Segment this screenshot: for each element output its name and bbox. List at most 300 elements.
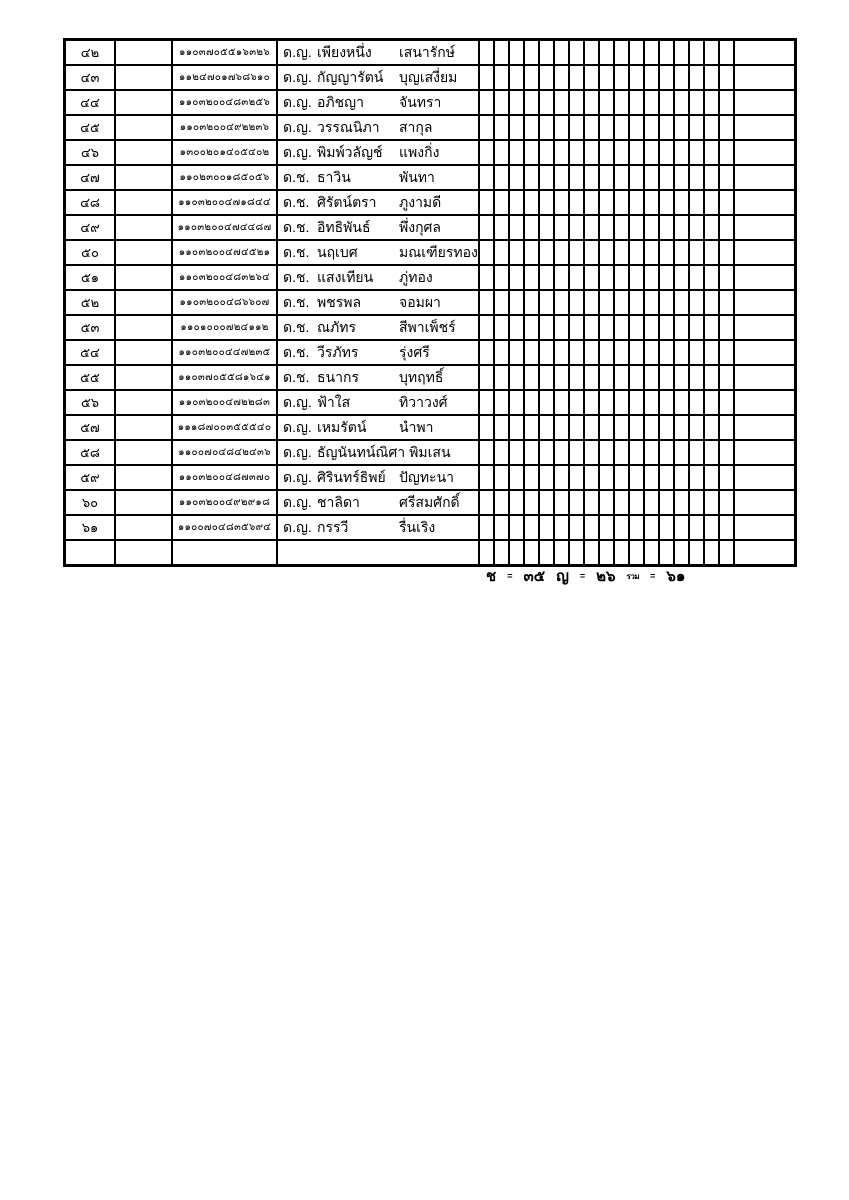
student-id-cell: ๑๑๐๓๒๐๐๔๗๒๒๘๓	[172, 390, 277, 415]
mark-cell	[584, 290, 599, 315]
mark-cell	[674, 315, 689, 340]
first-name: พิมพ์วลัญช์	[317, 143, 383, 160]
mark-cell	[524, 265, 539, 290]
row-number-cell: ๔๗	[65, 165, 116, 190]
mark-cell	[704, 415, 719, 440]
name-prefix: ด.ญ.	[283, 143, 312, 160]
total-label: รวม	[626, 571, 640, 581]
student-id-cell: ๑๑๐๓๒๐๐๔๘๗๓๗๐	[172, 465, 277, 490]
mark-cell	[629, 540, 644, 566]
blank-cell	[115, 490, 172, 515]
mark-cell	[479, 390, 494, 415]
end-cell	[734, 340, 796, 365]
mark-cell	[614, 165, 629, 190]
last-name: จันทรา	[399, 93, 442, 110]
blank-cell	[115, 290, 172, 315]
mark-cell	[494, 440, 509, 465]
table-row	[65, 490, 796, 515]
end-cell	[734, 65, 796, 90]
mark-cell	[584, 365, 599, 390]
mark-cell	[599, 140, 614, 165]
row-number-cell: ๖๐	[65, 490, 116, 515]
mark-cell	[629, 465, 644, 490]
mark-cell	[479, 515, 494, 540]
mark-cell	[614, 440, 629, 465]
mark-cell	[719, 465, 734, 490]
mark-cell	[599, 290, 614, 315]
mark-cell	[629, 340, 644, 365]
mark-cell	[479, 90, 494, 115]
mark-cell	[584, 65, 599, 90]
mark-cell	[719, 440, 734, 465]
name-cell	[277, 240, 479, 265]
mark-cell	[704, 490, 719, 515]
mark-cell	[554, 240, 569, 265]
mark-cell	[509, 415, 524, 440]
mark-cell	[509, 365, 524, 390]
mark-cell	[629, 90, 644, 115]
mark-cell	[689, 90, 704, 115]
name-cell	[277, 415, 479, 440]
row-number-cell: ๔๒	[65, 40, 116, 66]
end-cell	[734, 90, 796, 115]
mark-cell	[509, 440, 524, 465]
mark-cell	[614, 390, 629, 415]
blank-cell	[115, 315, 172, 340]
mark-cell	[494, 240, 509, 265]
mark-cell	[599, 90, 614, 115]
student-id-cell: ๑๑๒๔๗๐๑๗๖๘๖๑๐	[172, 65, 277, 90]
table-row	[65, 290, 796, 315]
mark-cell	[494, 540, 509, 566]
mark-cell	[659, 365, 674, 390]
mark-cell	[659, 90, 674, 115]
mark-cell	[554, 390, 569, 415]
mark-cell	[599, 190, 614, 215]
mark-cell	[554, 40, 569, 66]
name-wrap	[278, 292, 478, 314]
mark-cell	[584, 90, 599, 115]
mark-cell	[494, 165, 509, 190]
mark-cell	[509, 65, 524, 90]
mark-cell	[689, 515, 704, 540]
mark-cell	[539, 540, 554, 566]
mark-cell	[674, 65, 689, 90]
girls-count: ๒๖	[596, 568, 616, 585]
name-cell	[277, 140, 479, 165]
end-cell	[734, 315, 796, 340]
name-wrap	[278, 217, 478, 239]
student-roster-table	[63, 38, 797, 567]
mark-cell	[539, 315, 554, 340]
mark-cell	[689, 115, 704, 140]
mark-cell	[479, 190, 494, 215]
mark-cell	[494, 290, 509, 315]
mark-cell	[509, 490, 524, 515]
mark-cell	[584, 190, 599, 215]
row-number-cell: ๕๒	[65, 290, 116, 315]
row-number-cell: ๕๗	[65, 415, 116, 440]
mark-cell	[479, 365, 494, 390]
student-table-body	[65, 40, 796, 566]
blank-cell	[115, 65, 172, 90]
blank-cell	[115, 415, 172, 440]
mark-cell	[539, 265, 554, 290]
mark-cell	[524, 215, 539, 240]
mark-cell	[584, 40, 599, 66]
last-name: บุญเสงี่ยม	[399, 68, 458, 85]
mark-cell	[674, 415, 689, 440]
mark-cell	[659, 240, 674, 265]
mark-cell	[509, 190, 524, 215]
mark-cell	[719, 415, 734, 440]
table-row	[65, 165, 796, 190]
row-number-cell: ๕๑	[65, 265, 116, 290]
mark-cell	[719, 240, 734, 265]
name-prefix: ด.ญ.	[283, 68, 312, 85]
blank-cell	[115, 40, 172, 66]
mark-cell	[644, 415, 659, 440]
mark-cell	[659, 265, 674, 290]
first-name: เพียงหนึ่ง	[317, 43, 372, 60]
table-row	[65, 315, 796, 340]
end-cell	[734, 290, 796, 315]
mark-cell	[569, 40, 584, 66]
mark-cell	[614, 140, 629, 165]
mark-cell	[479, 315, 494, 340]
summary-line	[486, 565, 685, 587]
mark-cell	[659, 40, 674, 66]
mark-cell	[599, 165, 614, 190]
first-name: วรรณนิภา	[317, 118, 380, 135]
mark-cell	[614, 240, 629, 265]
name-prefix: ด.ญ.	[283, 43, 312, 60]
mark-cell	[674, 90, 689, 115]
mark-cell	[584, 540, 599, 566]
mark-cell	[719, 65, 734, 90]
mark-cell	[479, 65, 494, 90]
row-number-cell: ๕๔	[65, 340, 116, 365]
mark-cell	[689, 140, 704, 165]
mark-cell	[524, 490, 539, 515]
last-name: ศรีสมศักดิ์	[399, 493, 460, 510]
mark-cell	[554, 540, 569, 566]
mark-cell	[629, 240, 644, 265]
mark-cell	[494, 365, 509, 390]
first-name: กัญญารัตน์	[317, 68, 384, 85]
mark-cell	[704, 365, 719, 390]
mark-cell	[689, 415, 704, 440]
mark-cell	[629, 265, 644, 290]
mark-cell	[614, 515, 629, 540]
mark-cell	[704, 515, 719, 540]
mark-cell	[599, 465, 614, 490]
mark-cell	[704, 465, 719, 490]
table-row	[65, 365, 796, 390]
name-wrap	[278, 42, 478, 64]
first-name: ธาวิน	[317, 168, 351, 185]
mark-cell	[569, 265, 584, 290]
mark-cell	[554, 490, 569, 515]
end-cell	[734, 115, 796, 140]
first-name: กรรวี	[317, 518, 349, 535]
student-id-cell: ๑๑๐๓๒๐๐๔๙๒๒๓๖	[172, 115, 277, 140]
table-row	[65, 465, 796, 490]
table-row	[65, 90, 796, 115]
name-wrap	[278, 492, 478, 514]
mark-cell	[704, 215, 719, 240]
end-cell	[734, 515, 796, 540]
name-cell	[277, 90, 479, 115]
mark-cell	[689, 290, 704, 315]
name-cell	[277, 465, 479, 490]
first-name: ณภัทร	[317, 318, 356, 335]
mark-cell	[584, 415, 599, 440]
row-number-cell: ๔๙	[65, 215, 116, 240]
mark-cell	[494, 415, 509, 440]
mark-cell	[569, 140, 584, 165]
mark-cell	[524, 90, 539, 115]
mark-cell	[614, 40, 629, 66]
mark-cell	[659, 465, 674, 490]
first-name: ศิรัตน์ตรา	[317, 193, 377, 210]
student-id-cell: ๑๑๐๑๐๐๐๗๒๔๑๑๒	[172, 315, 277, 340]
mark-cell	[554, 315, 569, 340]
mark-cell	[704, 340, 719, 365]
mark-cell	[479, 490, 494, 515]
mark-cell	[599, 415, 614, 440]
name-prefix: ด.ช.	[283, 193, 310, 210]
end-cell	[734, 215, 796, 240]
mark-cell	[629, 40, 644, 66]
mark-cell	[554, 515, 569, 540]
name-wrap	[278, 267, 478, 289]
mark-cell	[524, 415, 539, 440]
name-prefix: ด.ช.	[283, 343, 310, 360]
mark-cell	[629, 290, 644, 315]
mark-cell	[719, 265, 734, 290]
mark-cell	[569, 315, 584, 340]
mark-cell	[644, 440, 659, 465]
table-row	[65, 215, 796, 240]
mark-cell	[659, 390, 674, 415]
mark-cell	[569, 540, 584, 566]
name-prefix: ด.ช.	[283, 293, 310, 310]
mark-cell	[659, 415, 674, 440]
mark-cell	[509, 515, 524, 540]
blank-cell	[115, 515, 172, 540]
equals-sign: =	[507, 571, 513, 581]
last-name: สีพาเพ็ชร์	[399, 318, 456, 335]
last-name: นำพา	[399, 418, 434, 435]
mark-cell	[554, 265, 569, 290]
mark-cell	[569, 365, 584, 390]
table-row	[65, 65, 796, 90]
end-cell	[734, 240, 796, 265]
name-cell	[277, 265, 479, 290]
last-name: พิมเสน	[409, 443, 451, 460]
mark-cell	[644, 265, 659, 290]
mark-cell	[584, 340, 599, 365]
mark-cell	[494, 315, 509, 340]
mark-cell	[494, 215, 509, 240]
mark-cell	[674, 490, 689, 515]
mark-cell	[659, 115, 674, 140]
name-cell	[277, 340, 479, 365]
mark-cell	[524, 140, 539, 165]
end-cell	[734, 40, 796, 66]
mark-cell	[674, 265, 689, 290]
mark-cell	[614, 215, 629, 240]
name-prefix: ด.ช.	[283, 218, 310, 235]
mark-cell	[629, 140, 644, 165]
last-name: รุ่งศรี	[399, 343, 430, 360]
mark-cell	[479, 465, 494, 490]
mark-cell	[479, 140, 494, 165]
mark-cell	[509, 240, 524, 265]
end-cell	[734, 265, 796, 290]
mark-cell	[704, 190, 719, 215]
total-count: ๖๑	[666, 568, 686, 585]
mark-cell	[614, 465, 629, 490]
mark-cell	[524, 515, 539, 540]
mark-cell	[584, 490, 599, 515]
mark-cell	[689, 240, 704, 265]
mark-cell	[644, 315, 659, 340]
name-prefix: ด.ญ.	[283, 93, 312, 110]
student-id-cell: ๑๑๐๓๒๐๐๔๗๔๕๒๑	[172, 240, 277, 265]
name-wrap	[278, 442, 478, 464]
mark-cell	[689, 390, 704, 415]
first-name: ศิรินทร์ธิพย์	[317, 468, 386, 485]
mark-cell	[494, 65, 509, 90]
student-id-cell: ๑๑๐๓๒๐๐๔๗๔๔๘๗	[172, 215, 277, 240]
mark-cell	[554, 365, 569, 390]
student-id-cell: ๑๑๐๓๒๐๐๔๙๒๙๑๘	[172, 490, 277, 515]
mark-cell	[524, 65, 539, 90]
mark-cell	[704, 40, 719, 66]
mark-cell	[539, 190, 554, 215]
mark-cell	[479, 290, 494, 315]
mark-cell	[479, 265, 494, 290]
mark-cell	[674, 40, 689, 66]
last-name: แพงกิ่ง	[399, 143, 440, 160]
mark-cell	[494, 340, 509, 365]
mark-cell	[599, 540, 614, 566]
first-name: เหมรัตน์	[317, 418, 367, 435]
name-prefix: ด.ช.	[283, 368, 310, 385]
name-cell	[277, 40, 479, 66]
mark-cell	[539, 165, 554, 190]
mark-cell	[524, 290, 539, 315]
mark-cell	[674, 165, 689, 190]
blank-cell	[115, 115, 172, 140]
mark-cell	[569, 515, 584, 540]
mark-cell	[494, 390, 509, 415]
mark-cell	[494, 515, 509, 540]
mark-cell	[524, 190, 539, 215]
mark-cell	[539, 65, 554, 90]
mark-cell	[644, 40, 659, 66]
mark-cell	[539, 440, 554, 465]
mark-cell	[719, 340, 734, 365]
mark-cell	[644, 90, 659, 115]
first-name: นฤเบศ	[317, 243, 358, 260]
mark-cell	[479, 240, 494, 265]
mark-cell	[599, 65, 614, 90]
mark-cell	[599, 240, 614, 265]
end-cell	[734, 490, 796, 515]
row-number-cell: ๕๖	[65, 390, 116, 415]
mark-cell	[509, 40, 524, 66]
mark-cell	[494, 115, 509, 140]
table-row	[65, 340, 796, 365]
mark-cell	[629, 440, 644, 465]
mark-cell	[569, 440, 584, 465]
first-name: ชาลิดา	[317, 493, 360, 510]
name-prefix: ด.ช.	[283, 168, 310, 185]
mark-cell	[689, 165, 704, 190]
mark-cell	[614, 315, 629, 340]
mark-cell	[614, 115, 629, 140]
first-name: แสงเทียน	[317, 268, 374, 285]
first-name: อิทธิพันธ์	[317, 218, 371, 235]
last-name: พันทา	[399, 168, 435, 185]
mark-cell	[704, 240, 719, 265]
mark-cell	[569, 240, 584, 265]
row-number-cell: ๔๘	[65, 190, 116, 215]
mark-cell	[719, 540, 734, 566]
last-name: พึ่งกุศล	[399, 218, 442, 235]
mark-cell	[479, 165, 494, 190]
mark-cell	[509, 140, 524, 165]
mark-cell	[644, 240, 659, 265]
name-wrap	[278, 167, 478, 189]
mark-cell	[509, 540, 524, 566]
row-number-cell: ๔๖	[65, 140, 116, 165]
mark-cell	[674, 190, 689, 215]
first-name: ธัญนันทน์ณิศา	[317, 443, 406, 460]
mark-cell	[659, 65, 674, 90]
mark-cell	[599, 515, 614, 540]
student-id-cell: ๑๑๐๓๒๐๐๔๗๑๘๔๔	[172, 190, 277, 215]
mark-cell	[689, 265, 704, 290]
mark-cell	[659, 190, 674, 215]
name-wrap	[278, 192, 478, 214]
mark-cell	[629, 490, 644, 515]
mark-cell	[659, 165, 674, 190]
mark-cell	[539, 490, 554, 515]
mark-cell	[509, 265, 524, 290]
mark-cell	[629, 315, 644, 340]
table-row	[65, 115, 796, 140]
mark-cell	[689, 65, 704, 90]
last-name: ภู่ทอง	[399, 268, 433, 285]
mark-cell	[689, 340, 704, 365]
mark-cell	[614, 340, 629, 365]
mark-cell	[509, 465, 524, 490]
mark-cell	[614, 65, 629, 90]
mark-cell	[704, 315, 719, 340]
mark-cell	[479, 415, 494, 440]
mark-cell	[644, 290, 659, 315]
name-cell	[277, 315, 479, 340]
mark-cell	[689, 365, 704, 390]
end-cell	[734, 465, 796, 490]
student-id-cell: ๑๑๐๓๒๐๐๔๘๓๒๖๔	[172, 265, 277, 290]
name-cell	[277, 365, 479, 390]
row-number-cell: ๖๑	[65, 515, 116, 540]
